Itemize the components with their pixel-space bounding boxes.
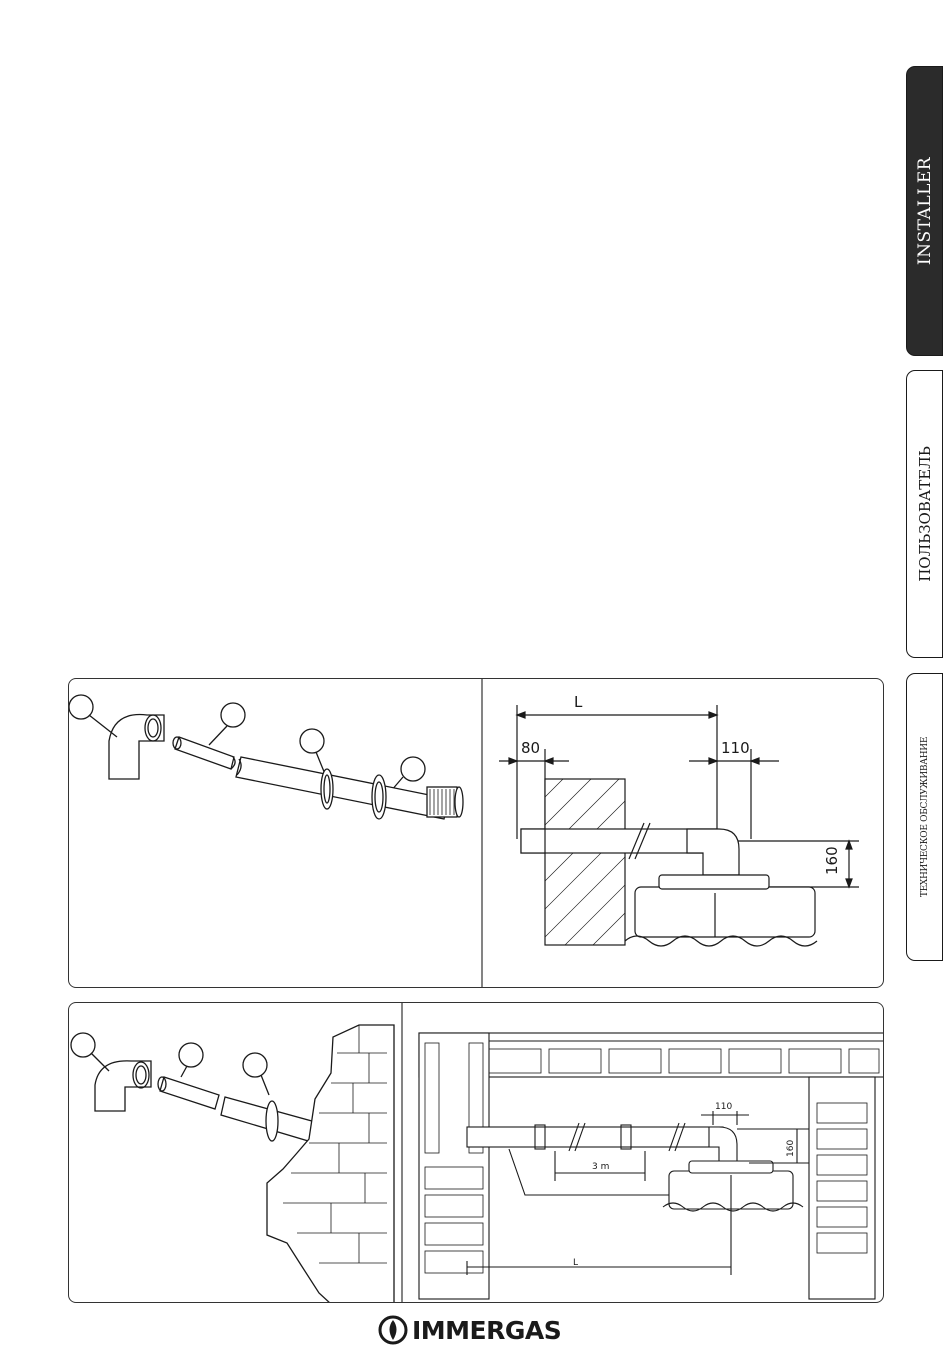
brand-name: IMMERGAS xyxy=(412,1315,562,1345)
tab-user[interactable] xyxy=(906,370,943,658)
tab-installer-label: INSTALLER xyxy=(914,156,935,266)
dim-label-L: L xyxy=(574,693,583,711)
figure-top-drawing xyxy=(69,679,884,988)
dim-label-160: 160 xyxy=(823,846,841,875)
figure-panel-top xyxy=(68,678,884,988)
dim-label-3m: 3 m xyxy=(592,1162,610,1172)
dim-label-110: 110 xyxy=(721,739,750,757)
tab-maintenance-label: ТЕХНИЧЕСКОЕ ОБСЛУЖИВАНИЕ xyxy=(919,736,930,898)
immergas-flame-icon xyxy=(378,1315,408,1345)
dim-label-110-bottom: 110 xyxy=(715,1102,733,1112)
dim-label-80: 80 xyxy=(521,739,541,757)
figure-panel-bottom xyxy=(68,1002,884,1303)
tab-maintenance[interactable] xyxy=(906,673,943,961)
dim-label-160-bottom: 160 xyxy=(786,1139,796,1157)
immergas-logo xyxy=(378,1313,561,1347)
tab-user-label: ПОЛЬЗОВАТЕЛЬ xyxy=(915,446,934,582)
figure-bottom-drawing xyxy=(69,1003,884,1303)
tab-installer[interactable] xyxy=(906,66,943,356)
dim-label-L-bottom: L xyxy=(573,1258,579,1268)
